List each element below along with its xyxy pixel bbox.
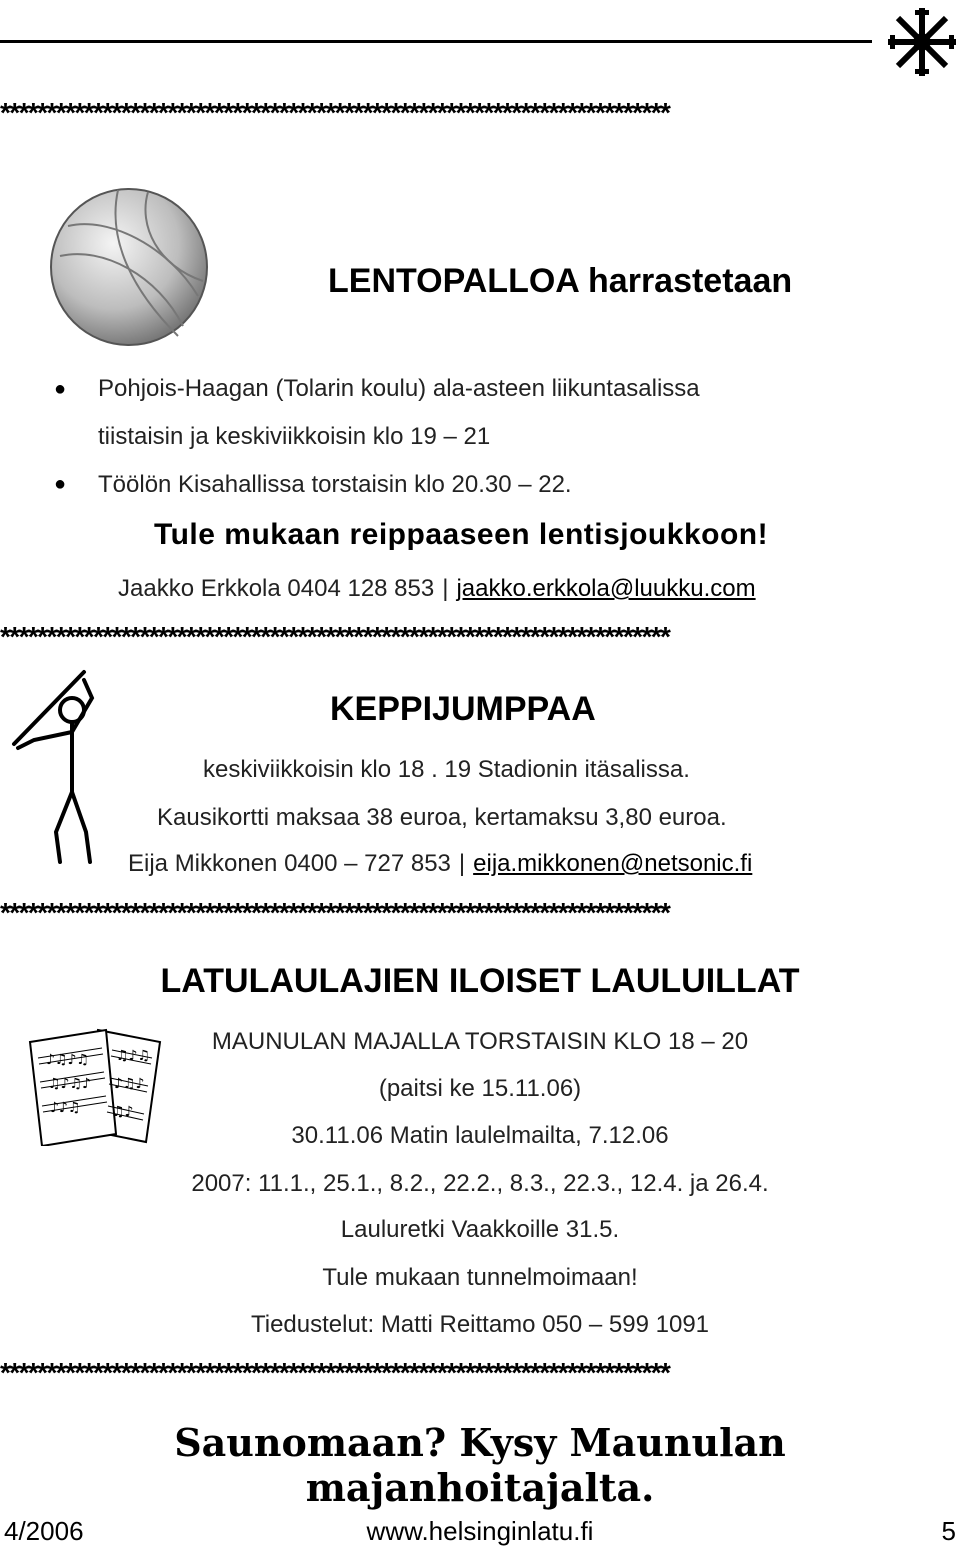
volleyball-line: tiistaisin ja keskiviikkoisin klo 19 – 21	[98, 423, 491, 450]
footer-issue: 4/2006	[4, 1516, 84, 1546]
snowflake-icon	[884, 4, 960, 80]
sauna-note: Saunomaan? Kysy Maunulan majanhoitajalta.	[174, 1420, 786, 1510]
song-line: Tiedustelut: Matti Reittamo 050 – 599 1091	[250, 1311, 710, 1338]
top-rule	[0, 40, 872, 43]
song-line: Lauluretki Vaakkoille 31.5.	[340, 1216, 620, 1243]
separator: ************************************************************************	[0, 622, 670, 652]
song-line: Tule mukaan tunnelmoimaan!	[322, 1264, 638, 1291]
svg-text:♪♫♪♫: ♪♫♪♫	[46, 1052, 89, 1068]
contact-name: Jaakko Erkkola 0404 128 853	[118, 575, 435, 602]
separator: ************************************************************************	[0, 898, 670, 928]
stick-figure-icon	[4, 662, 122, 872]
email-link[interactable]: jaakko.erkkola@luukku.com	[456, 575, 756, 602]
song-line: (paitsi ke 15.11.06)	[378, 1075, 582, 1102]
footer-url[interactable]: www.helsinginlatu.fi	[366, 1516, 594, 1546]
stick-line: Kausikortti maksaa 38 euroa, kertamaksu 3,80 euroa.	[157, 804, 727, 831]
volleyball-icon	[48, 186, 210, 348]
stick-line: keskiviikkoisin klo 18 . 19 Stadionin itäsalissa.	[203, 756, 690, 783]
footer-page-number: 5	[941, 1516, 956, 1546]
contact-name: Eija Mikkonen 0400 – 727 853	[128, 850, 451, 877]
bullet-icon: ●	[54, 473, 67, 495]
separator: ************************************************************************	[0, 1358, 670, 1388]
stick-title: KEPPIJUMPPAA	[330, 690, 596, 728]
email-link[interactable]: eija.mikkonen@netsonic.fi	[473, 850, 753, 877]
song-line: MAUNULAN MAJALLA TORSTAISIN KLO 18 – 20	[211, 1028, 749, 1055]
bullet-icon: ●	[54, 378, 67, 400]
svg-text:♪♫♪: ♪♫♪	[114, 1076, 145, 1092]
volleyball-title: LENTOPALLOA harrastetaan	[328, 262, 793, 300]
volleyball-line: Töölön Kisahallissa torstaisin klo 20.30 – 22.	[98, 471, 572, 498]
song-title: LATULAULAJIEN ILOISET LAULUILLAT	[160, 962, 800, 1000]
contact-separator: |	[442, 575, 449, 602]
svg-text:♪♪♫: ♪♪♫	[50, 1100, 81, 1116]
song-line: 30.11.06 Matin laulelmailta, 7.12.06	[291, 1122, 669, 1149]
volleyball-slogan: Tule mukaan reippaaseen lentisjoukkoon!	[154, 518, 769, 551]
svg-text:♫♪: ♫♪	[112, 1104, 134, 1120]
volleyball-line: Pohjois-Haagan (Tolarin koulu) ala-asteen liikuntasalissa	[98, 375, 700, 402]
volleyball-contact	[118, 575, 756, 603]
contact-separator: |	[458, 850, 466, 877]
svg-text:♫♪♫: ♫♪♫	[116, 1048, 151, 1064]
song-line: 2007: 11.1., 25.1., 8.2., 22.2., 8.3., 22.3., 12.4. ja 26.4.	[191, 1170, 769, 1197]
stick-contact	[128, 850, 752, 878]
separator: ************************************************************************	[0, 98, 670, 128]
svg-text:♫♪♫♪: ♫♪♫♪	[48, 1076, 91, 1092]
